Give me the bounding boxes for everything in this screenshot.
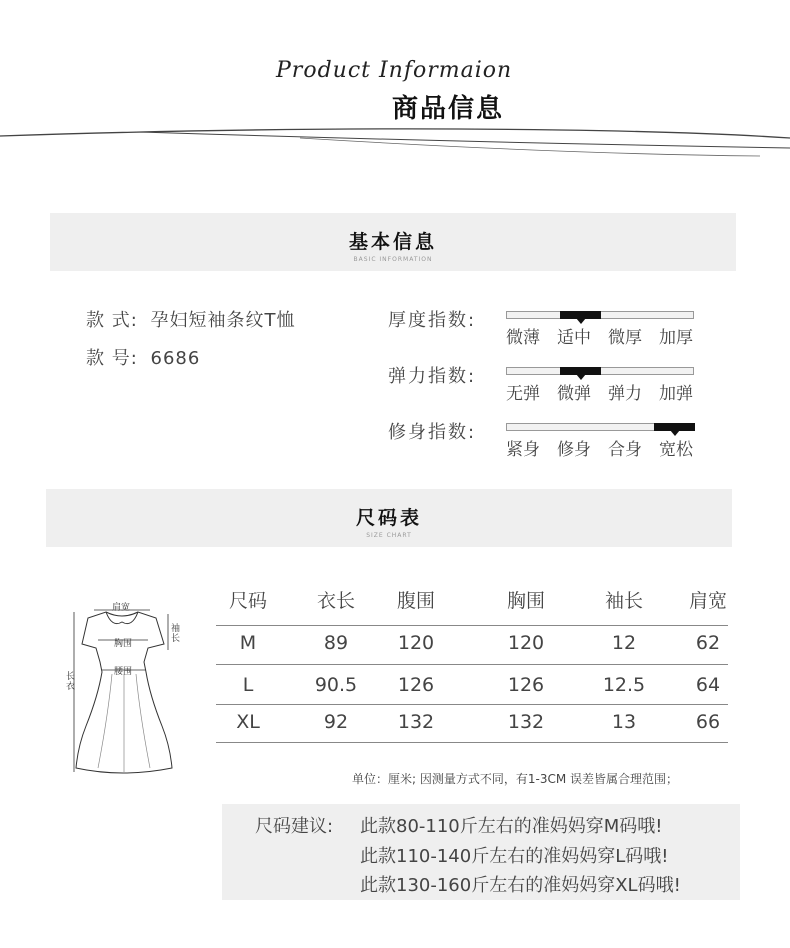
index-option: 弹力	[608, 384, 642, 404]
table-row	[216, 674, 728, 702]
basic-info-bar	[50, 213, 736, 271]
table-divider	[216, 664, 728, 665]
index-option: 宽松	[659, 440, 693, 460]
index-panel	[388, 306, 708, 466]
index-option: 微弹	[557, 384, 591, 404]
table-header-cell: 肩宽	[688, 590, 727, 612]
table-cell: 92	[323, 711, 349, 733]
basic-info-title: 基本信息	[348, 231, 437, 253]
style-label: 款 式:	[86, 310, 138, 331]
code-row	[86, 344, 200, 370]
advice-line: 此款110-140斤左右的准妈妈穿L码哦!	[360, 846, 669, 867]
advice-line: 此款80-110斤左右的准妈妈穿M码哦!	[360, 816, 663, 837]
table-cell: 64	[695, 674, 721, 696]
table-cell: 126	[397, 674, 435, 696]
table-cell: 132	[507, 711, 545, 733]
table-header-cell: 袖长	[604, 590, 643, 612]
index-scale-bar	[506, 367, 694, 375]
index-option: 加弹	[659, 384, 693, 404]
table-divider	[216, 742, 728, 743]
index-option: 修身	[557, 440, 591, 460]
table-cell: 12.5	[602, 674, 646, 696]
diagram-label-chest: 胸围	[114, 639, 133, 649]
decorative-swoosh	[0, 124, 790, 164]
table-cell: 89	[323, 632, 349, 654]
table-cell: L	[242, 674, 254, 696]
table-header-cell: 胸围	[506, 590, 545, 612]
size-chart-title: 尺码表	[355, 507, 422, 529]
diagram-label-sleeve: 袖长	[171, 624, 181, 644]
advice-line: 此款130-160斤左右的准妈妈穿XL码哦!	[360, 875, 681, 896]
table-header-cell: 衣长	[316, 590, 355, 612]
size-chart-subtitle: SIZE CHART	[366, 532, 412, 539]
basic-info-subtitle: BASIC INFORMATION	[353, 256, 433, 263]
diagram-label-waist: 腰围	[114, 667, 133, 677]
style-value: 孕妇短袖条纹T恤	[150, 310, 296, 331]
index-option: 微薄	[506, 328, 540, 348]
table-row	[216, 711, 728, 739]
table-cell: 126	[507, 674, 545, 696]
index-label: 弹力指数:	[388, 366, 477, 387]
table-cell: 132	[397, 711, 435, 733]
size-table	[216, 582, 728, 748]
size-chart-bar	[46, 489, 732, 547]
table-cell: 13	[611, 711, 637, 733]
page-title: 商品信息	[392, 94, 505, 124]
table-cell: 12	[611, 632, 637, 654]
index-scale-bar	[506, 423, 694, 431]
index-option: 紧身	[506, 440, 540, 460]
index-option: 适中	[557, 328, 591, 348]
index-option: 无弹	[506, 384, 540, 404]
table-divider	[216, 704, 728, 705]
code-label: 款 号:	[86, 348, 138, 369]
table-cell: 120	[507, 632, 545, 654]
index-scale-bar	[506, 311, 694, 319]
index-option: 微厚	[608, 328, 642, 348]
table-cell: M	[239, 632, 257, 654]
table-cell: XL	[236, 711, 260, 733]
table-header-cell: 腹围	[396, 590, 435, 612]
table-cell: 66	[695, 711, 721, 733]
index-label: 厚度指数:	[388, 310, 477, 331]
diagram-label-shoulder: 肩宽	[112, 603, 131, 613]
measurement-note: 单位：厘米; 因测量方式不同，有1-3CM 误差皆属合理范围；	[352, 772, 679, 786]
table-row	[216, 632, 728, 660]
index-label: 修身指数:	[388, 422, 477, 443]
table-cell: 90.5	[314, 674, 358, 696]
diagram-label-length: 长衣	[66, 672, 76, 692]
table-cell: 120	[397, 632, 435, 654]
table-cell: 62	[695, 632, 721, 654]
code-value: 6686	[150, 348, 201, 369]
table-divider	[216, 625, 728, 626]
script-title: Product Informaion	[276, 58, 513, 83]
advice-label: 尺码建议:	[255, 816, 334, 837]
style-row	[86, 306, 296, 332]
table-header-cell: 尺码	[228, 590, 267, 612]
index-option: 加厚	[659, 328, 693, 348]
index-option: 合身	[608, 440, 642, 460]
